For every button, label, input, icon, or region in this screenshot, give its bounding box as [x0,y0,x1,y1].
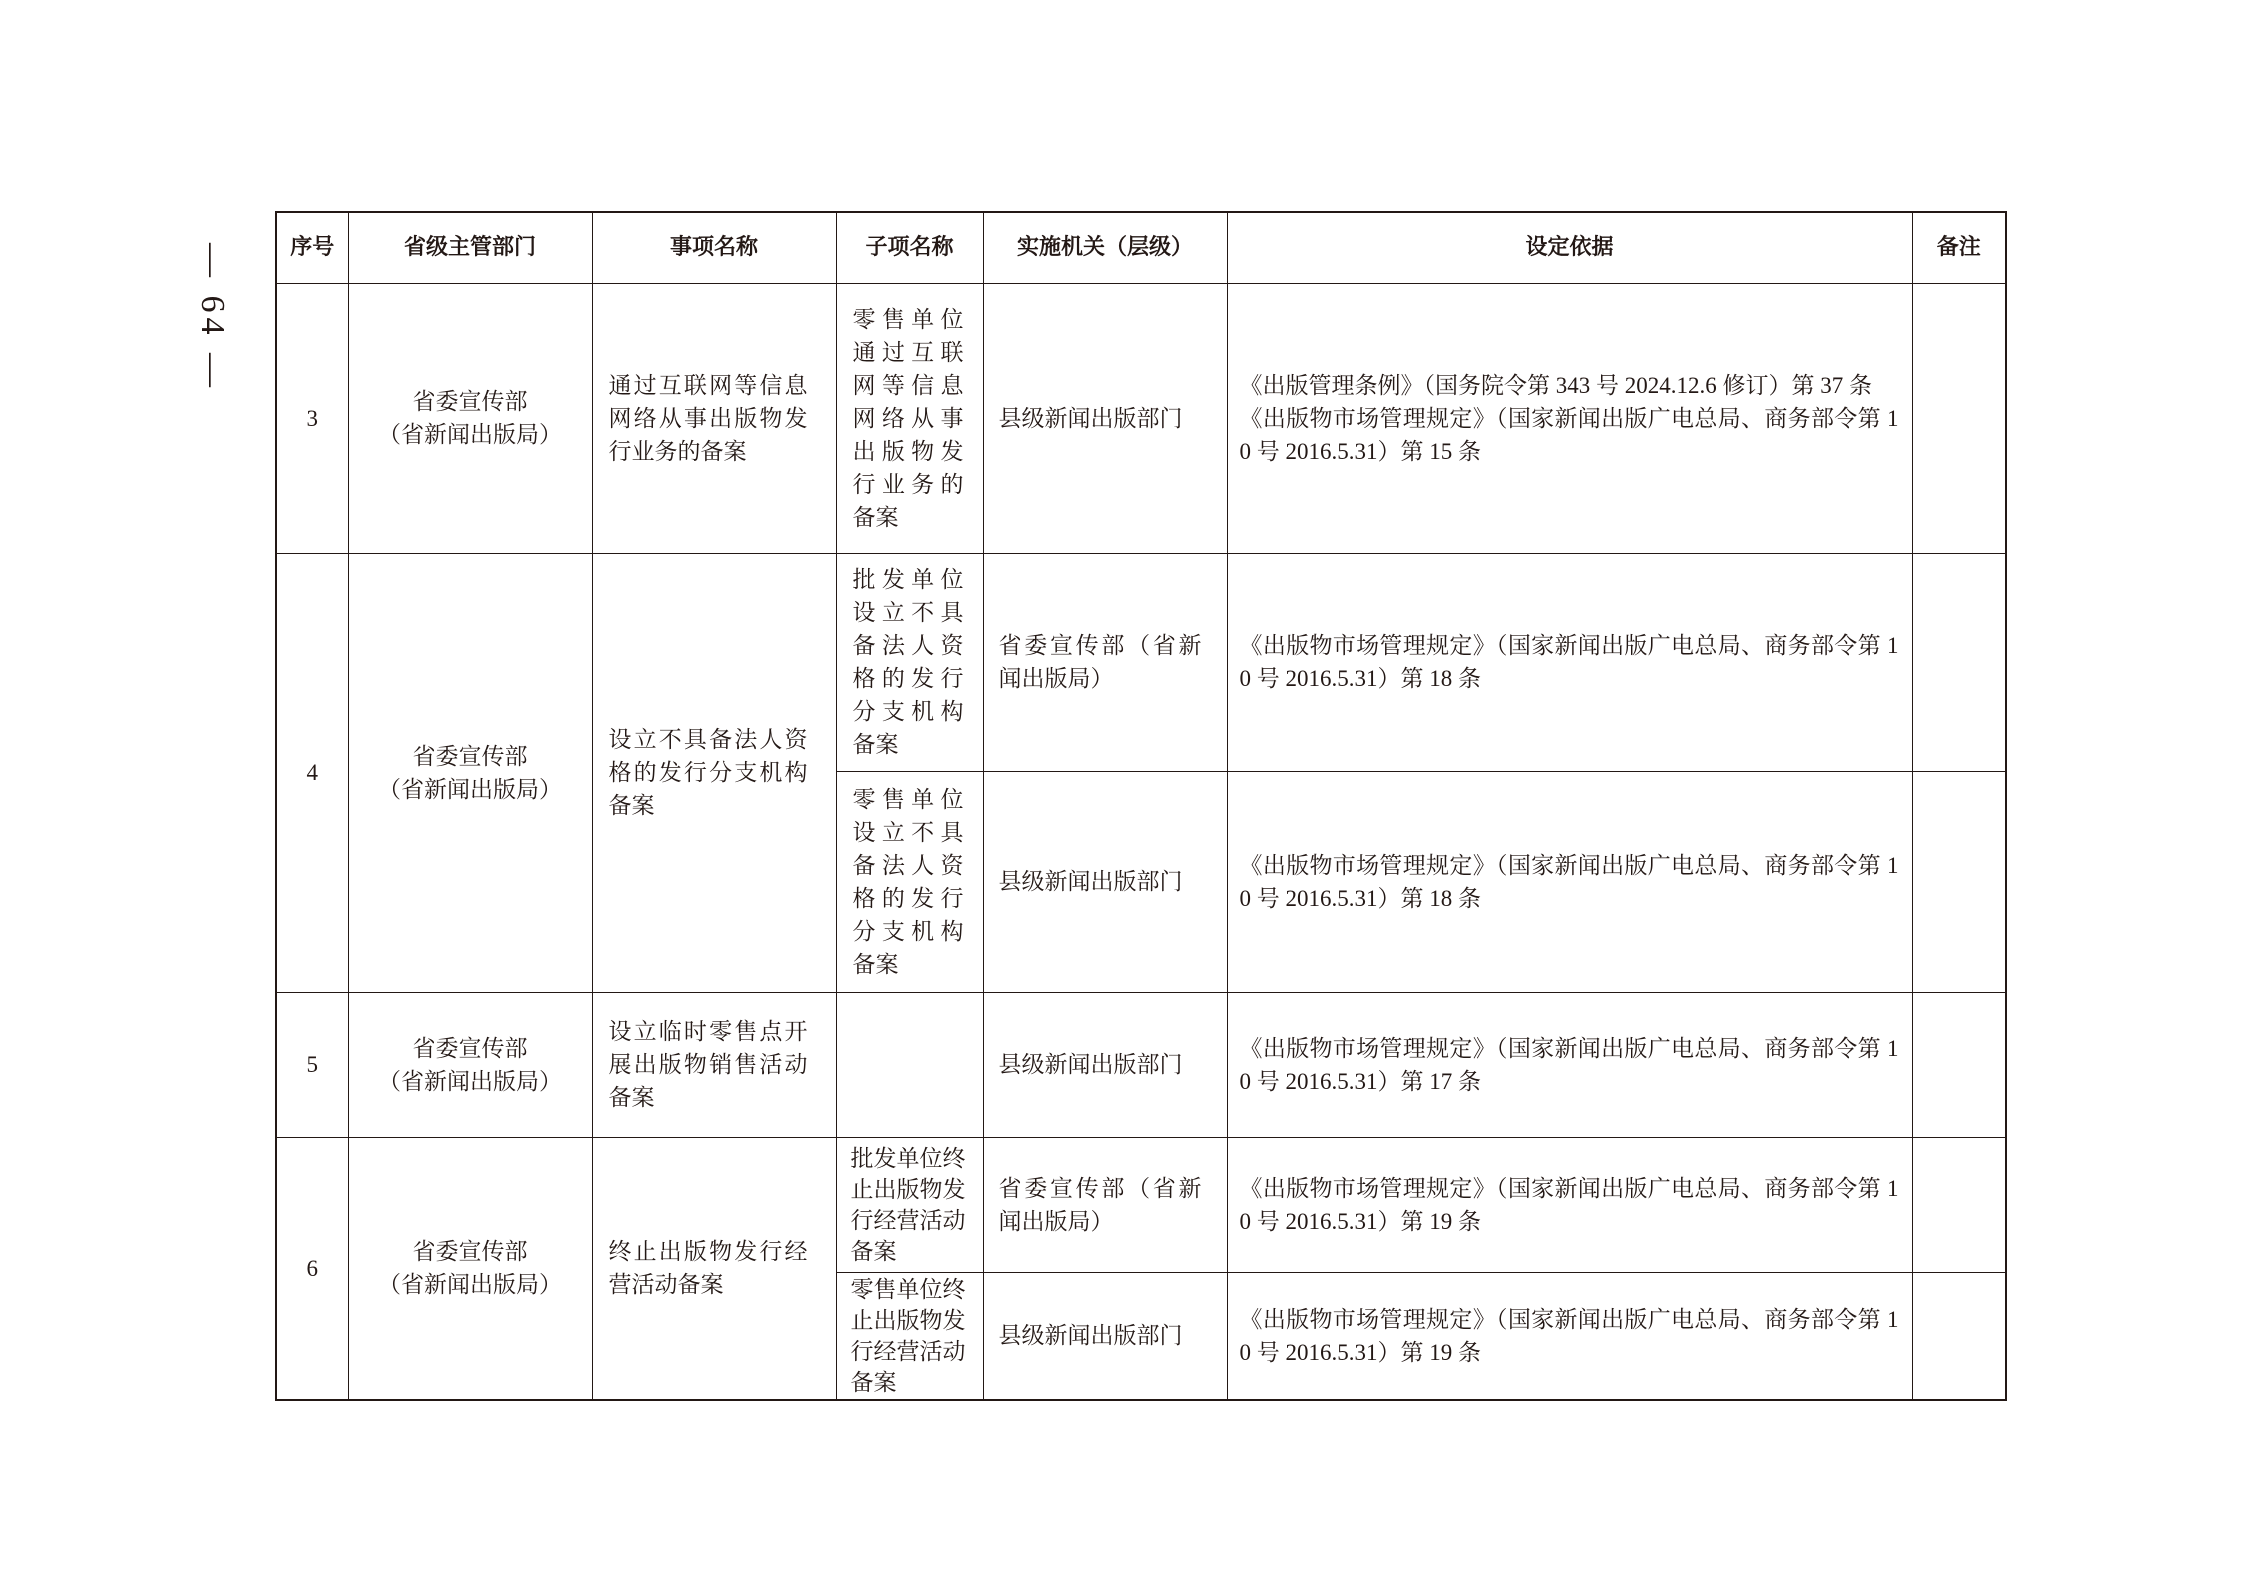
table-header-row [276,212,2006,283]
department-cell [348,1137,592,1400]
agency-cell: 县级新闻出版部门 [983,992,1227,1137]
note-cell [1912,771,2006,992]
seq-cell: 4 [276,553,348,992]
department-alias: （省新闻出版局） [378,1272,562,1298]
basis-cell [1227,1272,1912,1400]
registration-items-table [275,211,2007,1401]
basis-citation: 《出版物市场管理规定》（国家新闻出版广电总局、商务部令第 10 号 2016.5.31）第 18 条 [1239,852,1899,911]
header-seq: 序号 [276,212,348,283]
basis-citation: 《出版管理条例》（国务院令第 343 号 2024.12.6 修订）第 37 条 [1239,372,1872,398]
sub-item-cell: 批发单位设立不具备法人资格的发行分支机构备案 [836,553,983,771]
seq-cell: 5 [276,992,348,1137]
basis-cell [1227,992,1912,1137]
department-name: 省委宣传部 [412,1239,528,1265]
agency-cell: 县级新闻出版部门 [983,283,1227,553]
basis-cell [1227,771,1912,992]
header-agency: 实施机关（层级） [983,212,1227,283]
item-cell: 设立不具备法人资格的发行分支机构备案 [592,553,836,992]
basis-cell [1227,1137,1912,1272]
basis-cell [1227,553,1912,771]
sub-item-cell: 零售单位终止出版物发行经营活动备案 [836,1272,983,1400]
header-basis: 设定依据 [1227,212,1912,283]
basis-citation: 《出版物市场管理规定》（国家新闻出版广电总局、商务部令第 10 号 2016.5.31）第 18 条 [1239,633,1899,691]
page-number: — 64 — [194,243,231,392]
basis-cell [1227,283,1912,553]
sub-item-cell: 批发单位终止出版物发行经营活动备案 [836,1137,983,1272]
header-department: 省级主管部门 [348,212,592,283]
department-name: 省委宣传部 [412,389,528,414]
note-cell [1912,553,2006,771]
item-cell: 通过互联网等信息网络从事出版物发行业务的备案 [592,283,836,553]
note-cell [1912,992,2006,1137]
seq-cell: 3 [276,283,348,553]
header-sub-item: 子项名称 [836,212,983,283]
department-cell [348,553,592,992]
basis-citation: 《出版物市场管理规定》（国家新闻出版广电总局、商务部令第 10 号 2016.5.31）第 19 条 [1239,1306,1899,1365]
item-cell: 设立临时零售点开展出版物销售活动备案 [592,992,836,1137]
department-alias: （省新闻出版局） [378,776,562,802]
table-row [276,992,2006,1137]
department-alias: （省新闻出版局） [378,1068,562,1094]
note-cell [1912,1137,2006,1272]
note-cell [1912,283,2006,553]
header-note: 备注 [1912,212,2006,283]
department-alias: （省新闻出版局） [378,422,562,447]
department-cell [348,992,592,1137]
header-item: 事项名称 [592,212,836,283]
item-cell: 终止出版物发行经营活动备案 [592,1137,836,1400]
sub-item-cell: 零售单位设立不具备法人资格的发行分支机构备案 [836,771,983,992]
table-row [276,553,2006,771]
sub-item-cell [836,992,983,1137]
department-cell [348,283,592,553]
basis-citation: 《出版物市场管理规定》（国家新闻出版广电总局、商务部令第 10 号 2016.5.31）第 15 条 [1239,405,1899,464]
basis-citation: 《出版物市场管理规定》（国家新闻出版广电总局、商务部令第 10 号 2016.5.31）第 19 条 [1239,1175,1899,1234]
note-cell [1912,1272,2006,1400]
sub-item-cell: 零售单位通过互联网等信息网络从事出版物发行业务的备案 [836,283,983,553]
seq-cell: 6 [276,1137,348,1400]
table-row [276,283,2006,553]
table-row [276,1137,2006,1272]
basis-citation: 《出版物市场管理规定》（国家新闻出版广电总局、商务部令第 10 号 2016.5.31）第 17 条 [1239,1035,1899,1094]
department-name: 省委宣传部 [412,1035,528,1061]
agency-cell: 省委宣传部（省新闻出版局） [983,1137,1227,1272]
agency-cell: 县级新闻出版部门 [983,771,1227,992]
agency-cell: 县级新闻出版部门 [983,1272,1227,1400]
agency-cell: 省委宣传部（省新闻出版局） [983,553,1227,771]
department-name: 省委宣传部 [412,743,528,769]
